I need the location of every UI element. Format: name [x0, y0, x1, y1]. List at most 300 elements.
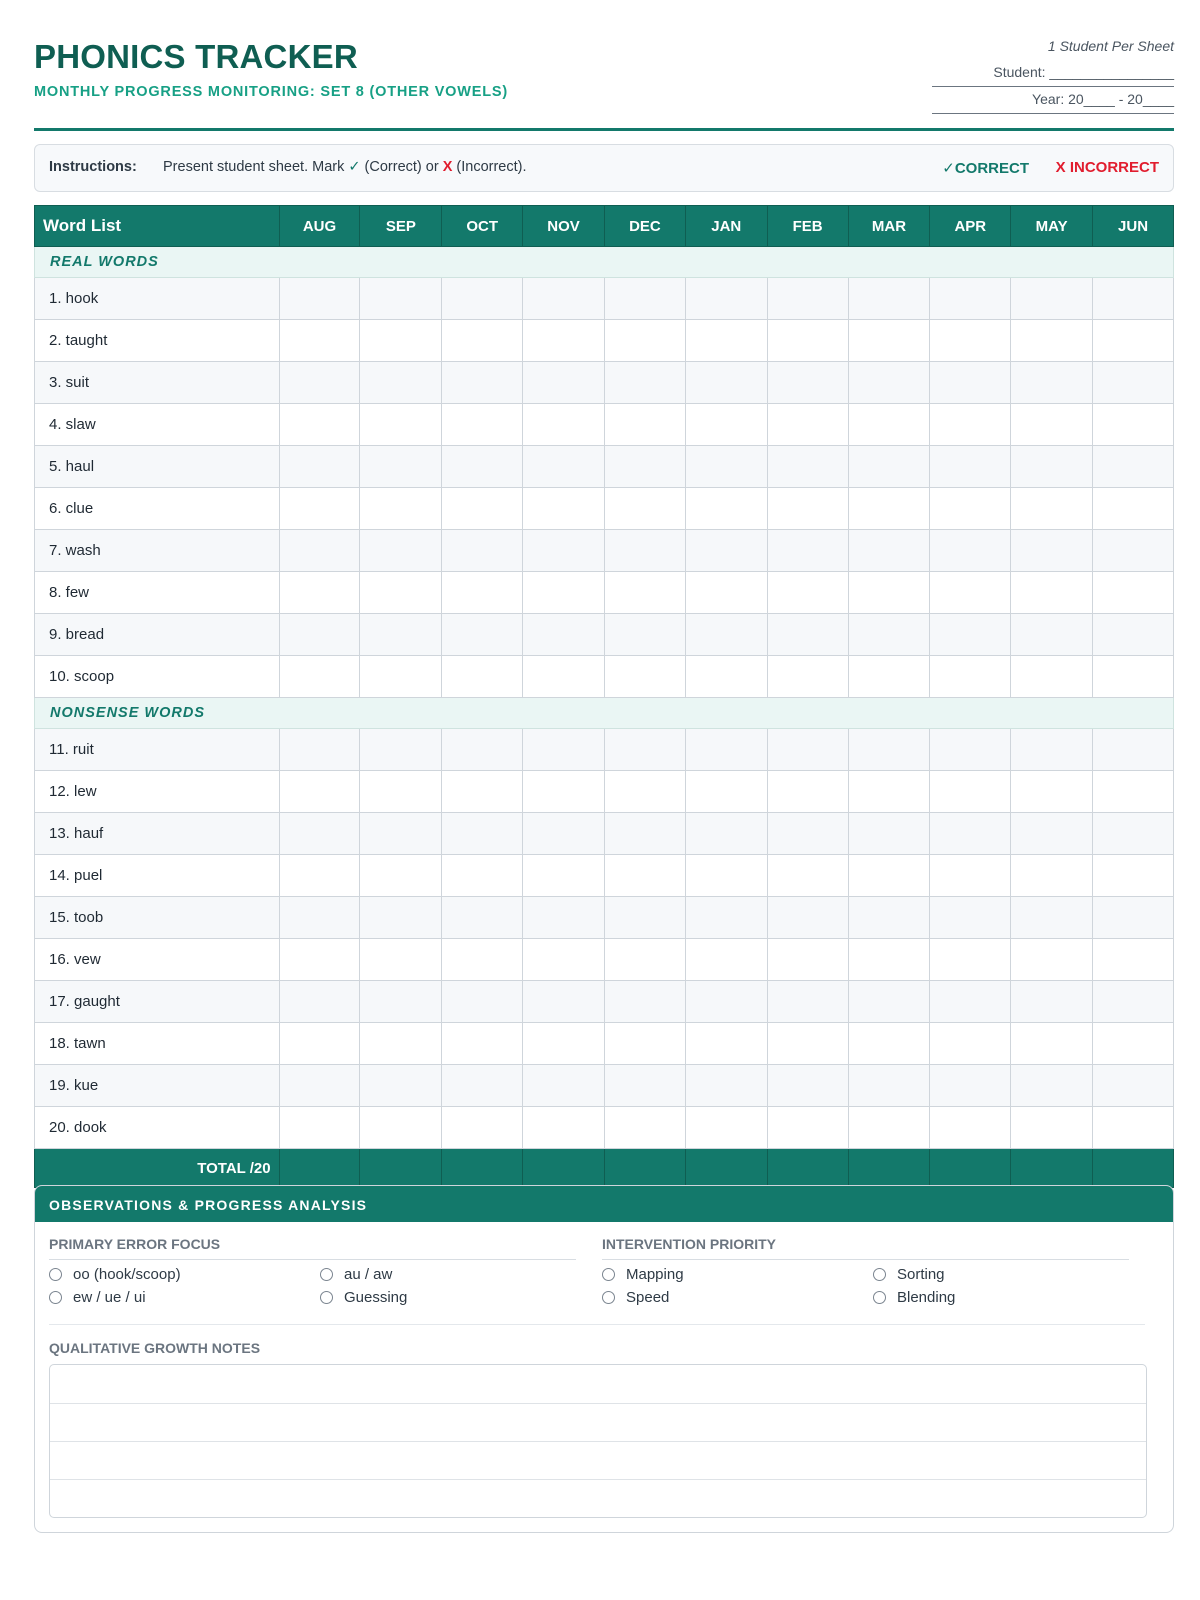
month-header-jun: JUN [1093, 206, 1174, 247]
mark-cell-oct[interactable] [442, 362, 523, 404]
mark-cell-mar[interactable] [848, 981, 930, 1023]
mark-cell-may[interactable] [1011, 1107, 1093, 1149]
mark-cell-aug[interactable] [279, 278, 360, 320]
mark-cell-jan[interactable] [685, 813, 767, 855]
mark-cell-mar[interactable] [848, 278, 930, 320]
mark-cell-mar[interactable] [848, 813, 930, 855]
radio-icon[interactable] [873, 1291, 886, 1304]
mark-cell-aug[interactable] [279, 981, 360, 1023]
mark-cell-may[interactable] [1011, 530, 1093, 572]
total-cell-aug[interactable] [279, 1149, 360, 1188]
mark-cell-feb[interactable] [767, 813, 848, 855]
mark-cell-jan[interactable] [685, 897, 767, 939]
mark-cell-dec[interactable] [604, 981, 685, 1023]
mark-cell-aug[interactable] [279, 729, 360, 771]
error-option-guessing[interactable] [320, 1289, 407, 1306]
mark-cell-dec[interactable] [604, 939, 685, 981]
word-cell: 11. ruit [35, 729, 280, 771]
mark-cell-jan[interactable] [685, 488, 767, 530]
mark-cell-sep[interactable] [360, 530, 442, 572]
mark-cell-jun[interactable] [1093, 939, 1174, 981]
mark-cell-jan[interactable] [685, 278, 767, 320]
mark-cell-sep[interactable] [360, 1023, 442, 1065]
mark-cell-jan[interactable] [685, 362, 767, 404]
mark-cell-may[interactable] [1011, 1065, 1093, 1107]
mark-cell-apr[interactable] [930, 530, 1011, 572]
mark-cell-sep[interactable] [360, 981, 442, 1023]
mark-cell-jan[interactable] [685, 614, 767, 656]
mark-cell-jan[interactable] [685, 981, 767, 1023]
mark-cell-feb[interactable] [767, 446, 848, 488]
total-cell-nov[interactable] [523, 1149, 605, 1188]
mark-cell-may[interactable] [1011, 488, 1093, 530]
mark-cell-jun[interactable] [1093, 771, 1174, 813]
month-header-mar: MAR [848, 206, 930, 247]
total-cell-apr[interactable] [930, 1149, 1011, 1188]
mark-cell-nov[interactable] [523, 981, 605, 1023]
error-option-au-aw[interactable] [320, 1266, 392, 1283]
total-cell-sep[interactable] [360, 1149, 442, 1188]
mark-cell-may[interactable] [1011, 897, 1093, 939]
option-label: au / aw [344, 1266, 393, 1283]
mark-cell-mar[interactable] [848, 1107, 930, 1149]
mark-cell-sep[interactable] [360, 362, 442, 404]
mark-cell-may[interactable] [1011, 813, 1093, 855]
mark-cell-sep[interactable] [360, 404, 442, 446]
mark-cell-nov[interactable] [523, 446, 605, 488]
mark-cell-nov[interactable] [523, 320, 605, 362]
mark-cell-may[interactable] [1011, 362, 1093, 404]
total-cell-dec[interactable] [604, 1149, 685, 1188]
month-header-jan: JAN [685, 206, 767, 247]
radio-icon[interactable] [873, 1268, 886, 1281]
mark-cell-apr[interactable] [930, 320, 1011, 362]
table-row [35, 278, 1174, 320]
mark-cell-sep[interactable] [360, 813, 442, 855]
mark-cell-may[interactable] [1011, 278, 1093, 320]
mark-cell-nov[interactable] [523, 362, 605, 404]
mark-cell-mar[interactable] [848, 1065, 930, 1107]
error-focus-title: PRIMARY ERROR FOCUS [49, 1236, 576, 1260]
mark-cell-sep[interactable] [360, 897, 442, 939]
divider [49, 1324, 1145, 1325]
mark-cell-mar[interactable] [848, 1023, 930, 1065]
mark-cell-dec[interactable] [604, 897, 685, 939]
word-cell: 13. hauf [35, 813, 280, 855]
mark-cell-aug[interactable] [279, 1023, 360, 1065]
mark-cell-dec[interactable] [604, 278, 685, 320]
mark-cell-apr[interactable] [930, 855, 1011, 897]
mark-cell-nov[interactable] [523, 488, 605, 530]
radio-icon[interactable] [602, 1291, 615, 1304]
priority-option-blending[interactable] [873, 1289, 955, 1306]
mark-cell-jan[interactable] [685, 771, 767, 813]
mark-cell-oct[interactable] [442, 278, 523, 320]
total-label: TOTAL /20 [35, 1149, 280, 1188]
mark-cell-dec[interactable] [604, 1107, 685, 1149]
word-cell: 3. suit [35, 362, 280, 404]
mark-cell-feb[interactable] [767, 362, 848, 404]
mark-cell-feb[interactable] [767, 855, 848, 897]
mark-cell-oct[interactable] [442, 572, 523, 614]
mark-cell-dec[interactable] [604, 729, 685, 771]
mark-cell-jan[interactable] [685, 656, 767, 698]
table-row [35, 488, 1174, 530]
mark-cell-jan[interactable] [685, 729, 767, 771]
mark-cell-sep[interactable] [360, 855, 442, 897]
mark-cell-feb[interactable] [767, 614, 848, 656]
mark-cell-may[interactable] [1011, 981, 1093, 1023]
mark-cell-oct[interactable] [442, 404, 523, 446]
mark-cell-aug[interactable] [279, 446, 360, 488]
mark-cell-oct[interactable] [442, 488, 523, 530]
mark-cell-apr[interactable] [930, 729, 1011, 771]
mark-cell-dec[interactable] [604, 572, 685, 614]
mark-cell-nov[interactable] [523, 1107, 605, 1149]
mark-cell-feb[interactable] [767, 939, 848, 981]
mark-cell-nov[interactable] [523, 614, 605, 656]
mark-cell-oct[interactable] [442, 320, 523, 362]
mark-cell-apr[interactable] [930, 656, 1011, 698]
nonsense-words-section-label: NONSENSE WORDS [35, 698, 1174, 729]
mark-cell-dec[interactable] [604, 614, 685, 656]
mark-cell-sep[interactable] [360, 656, 442, 698]
mark-cell-may[interactable] [1011, 729, 1093, 771]
word-cell: 17. gaught [35, 981, 280, 1023]
mark-cell-apr[interactable] [930, 771, 1011, 813]
student-field[interactable]: Student: ________________ [932, 60, 1174, 87]
word-cell: 15. toob [35, 897, 280, 939]
mark-cell-sep[interactable] [360, 446, 442, 488]
mark-cell-may[interactable] [1011, 1023, 1093, 1065]
mark-cell-dec[interactable] [604, 1023, 685, 1065]
mark-cell-jan[interactable] [685, 530, 767, 572]
mark-cell-mar[interactable] [848, 362, 930, 404]
nonsense-words-section [35, 698, 1174, 729]
mark-cell-jun[interactable] [1093, 656, 1174, 698]
mark-cell-jun[interactable] [1093, 362, 1174, 404]
mark-cell-apr[interactable] [930, 981, 1011, 1023]
mark-cell-apr[interactable] [930, 362, 1011, 404]
word-cell: 9. bread [35, 614, 280, 656]
mark-cell-feb[interactable] [767, 656, 848, 698]
page-title: PHONICS TRACKER [34, 38, 358, 75]
mark-cell-feb[interactable] [767, 729, 848, 771]
word-cell: 12. lew [35, 771, 280, 813]
word-cell: 8. few [35, 572, 280, 614]
mark-cell-apr[interactable] [930, 614, 1011, 656]
mark-cell-aug[interactable] [279, 530, 360, 572]
mark-cell-jan[interactable] [685, 855, 767, 897]
mark-cell-sep[interactable] [360, 278, 442, 320]
mark-cell-sep[interactable] [360, 729, 442, 771]
mark-cell-oct[interactable] [442, 813, 523, 855]
mark-cell-dec[interactable] [604, 446, 685, 488]
mark-cell-nov[interactable] [523, 530, 605, 572]
mark-cell-aug[interactable] [279, 404, 360, 446]
mark-cell-mar[interactable] [848, 572, 930, 614]
table-row [35, 530, 1174, 572]
radio-icon[interactable] [49, 1268, 62, 1281]
total-cell-feb[interactable] [767, 1149, 848, 1188]
table-row [35, 656, 1174, 698]
instructions-text-before: Present student sheet. Mark [163, 159, 349, 175]
mark-cell-mar[interactable] [848, 446, 930, 488]
mark-cell-dec[interactable] [604, 320, 685, 362]
growth-notes-area[interactable] [49, 1364, 1147, 1518]
tracker-page [34, 0, 1174, 1356]
mark-cell-oct[interactable] [442, 897, 523, 939]
mark-cell-jan[interactable] [685, 572, 767, 614]
mark-cell-dec[interactable] [604, 362, 685, 404]
mark-cell-oct[interactable] [442, 939, 523, 981]
mark-cell-aug[interactable] [279, 320, 360, 362]
mark-cell-nov[interactable] [523, 897, 605, 939]
mark-cell-aug[interactable] [279, 897, 360, 939]
mark-cell-jun[interactable] [1093, 981, 1174, 1023]
mark-cell-sep[interactable] [360, 320, 442, 362]
mark-cell-sep[interactable] [360, 1065, 442, 1107]
mark-cell-nov[interactable] [523, 404, 605, 446]
mark-cell-aug[interactable] [279, 656, 360, 698]
mark-cell-nov[interactable] [523, 939, 605, 981]
mark-cell-mar[interactable] [848, 656, 930, 698]
header-row [35, 206, 1174, 247]
radio-icon[interactable] [602, 1268, 615, 1281]
intervention-priority-title: INTERVENTION PRIORITY [602, 1236, 1129, 1260]
mark-cell-nov[interactable] [523, 572, 605, 614]
word-cell: 19. kue [35, 1065, 280, 1107]
mark-cell-mar[interactable] [848, 488, 930, 530]
mark-cell-dec[interactable] [604, 855, 685, 897]
mark-cell-apr[interactable] [930, 404, 1011, 446]
word-cell: 6. clue [35, 488, 280, 530]
student-meta [932, 36, 1174, 114]
mark-cell-dec[interactable] [604, 530, 685, 572]
mark-cell-mar[interactable] [848, 771, 930, 813]
mark-cell-may[interactable] [1011, 614, 1093, 656]
total-cell-oct[interactable] [442, 1149, 523, 1188]
mark-cell-aug[interactable] [279, 572, 360, 614]
table-row [35, 771, 1174, 813]
mark-cell-feb[interactable] [767, 1107, 848, 1149]
word-cell: 4. slaw [35, 404, 280, 446]
priority-option-speed[interactable] [602, 1289, 669, 1306]
mark-cell-jan[interactable] [685, 320, 767, 362]
legend-correct: ✓CORRECT [942, 160, 1029, 177]
table-row [35, 362, 1174, 404]
mark-cell-feb[interactable] [767, 897, 848, 939]
mark-cell-feb[interactable] [767, 488, 848, 530]
mark-cell-nov[interactable] [523, 278, 605, 320]
mark-cell-jun[interactable] [1093, 1065, 1174, 1107]
mark-cell-apr[interactable] [930, 488, 1011, 530]
mark-cell-sep[interactable] [360, 614, 442, 656]
mark-cell-aug[interactable] [279, 1065, 360, 1107]
mark-cell-jan[interactable] [685, 939, 767, 981]
mark-cell-jan[interactable] [685, 1107, 767, 1149]
total-cell-jan[interactable] [685, 1149, 767, 1188]
instructions-text-after: (Incorrect). [452, 159, 527, 175]
mark-cell-nov[interactable] [523, 656, 605, 698]
mark-cell-mar[interactable] [848, 939, 930, 981]
mark-cell-jun[interactable] [1093, 404, 1174, 446]
mark-cell-aug[interactable] [279, 939, 360, 981]
mark-cell-mar[interactable] [848, 320, 930, 362]
mark-cell-jan[interactable] [685, 446, 767, 488]
mark-cell-oct[interactable] [442, 530, 523, 572]
mark-cell-nov[interactable] [523, 855, 605, 897]
mark-cell-jun[interactable] [1093, 729, 1174, 771]
notes-line [50, 1441, 1146, 1442]
mark-cell-feb[interactable] [767, 981, 848, 1023]
mark-cell-oct[interactable] [442, 729, 523, 771]
mark-cell-feb[interactable] [767, 404, 848, 446]
mark-cell-feb[interactable] [767, 320, 848, 362]
mark-cell-jun[interactable] [1093, 320, 1174, 362]
x-mark-icon: X [442, 159, 453, 175]
mark-cell-sep[interactable] [360, 939, 442, 981]
mark-cell-apr[interactable] [930, 278, 1011, 320]
mark-cell-feb[interactable] [767, 771, 848, 813]
mark-cell-oct[interactable] [442, 1107, 523, 1149]
mark-cell-oct[interactable] [442, 981, 523, 1023]
mark-cell-nov[interactable] [523, 771, 605, 813]
mark-cell-aug[interactable] [279, 1107, 360, 1149]
mark-cell-may[interactable] [1011, 939, 1093, 981]
word-cell: 5. haul [35, 446, 280, 488]
mark-cell-jan[interactable] [685, 1065, 767, 1107]
mark-cell-jun[interactable] [1093, 614, 1174, 656]
radio-icon[interactable] [49, 1291, 62, 1304]
mark-cell-apr[interactable] [930, 572, 1011, 614]
mark-cell-aug[interactable] [279, 362, 360, 404]
instructions-text [163, 159, 527, 175]
mark-cell-dec[interactable] [604, 488, 685, 530]
mark-cell-jan[interactable] [685, 404, 767, 446]
mark-cell-aug[interactable] [279, 488, 360, 530]
mark-cell-jan[interactable] [685, 1023, 767, 1065]
mark-cell-may[interactable] [1011, 771, 1093, 813]
mark-cell-aug[interactable] [279, 771, 360, 813]
mark-cell-aug[interactable] [279, 614, 360, 656]
error-option-ew-ue-ui[interactable] [49, 1289, 146, 1306]
mark-cell-sep[interactable] [360, 488, 442, 530]
mark-cell-apr[interactable] [930, 1065, 1011, 1107]
mark-cell-jun[interactable] [1093, 813, 1174, 855]
mark-cell-oct[interactable] [442, 614, 523, 656]
radio-icon[interactable] [320, 1268, 333, 1281]
mark-cell-dec[interactable] [604, 813, 685, 855]
mark-cell-jun[interactable] [1093, 897, 1174, 939]
mark-cell-mar[interactable] [848, 855, 930, 897]
option-label: Mapping [626, 1266, 684, 1283]
mark-cell-may[interactable] [1011, 320, 1093, 362]
priority-option-mapping[interactable] [602, 1266, 684, 1283]
mark-cell-dec[interactable] [604, 404, 685, 446]
mark-cell-apr[interactable] [930, 1023, 1011, 1065]
table-row [35, 1023, 1174, 1065]
mark-cell-aug[interactable] [279, 855, 360, 897]
mark-cell-feb[interactable] [767, 1065, 848, 1107]
mark-cell-oct[interactable] [442, 1065, 523, 1107]
total-cell-may[interactable] [1011, 1149, 1093, 1188]
mark-cell-nov[interactable] [523, 729, 605, 771]
mark-cell-mar[interactable] [848, 530, 930, 572]
mark-cell-sep[interactable] [360, 1107, 442, 1149]
mark-cell-oct[interactable] [442, 855, 523, 897]
mark-cell-apr[interactable] [930, 897, 1011, 939]
mark-cell-feb[interactable] [767, 572, 848, 614]
observations-panel [34, 1185, 1174, 1533]
mark-cell-may[interactable] [1011, 656, 1093, 698]
error-option-oo[interactable] [49, 1266, 181, 1283]
mark-cell-feb[interactable] [767, 530, 848, 572]
mark-cell-dec[interactable] [604, 1065, 685, 1107]
mark-cell-jun[interactable] [1093, 488, 1174, 530]
mark-cell-nov[interactable] [523, 813, 605, 855]
mark-cell-apr[interactable] [930, 813, 1011, 855]
mark-cell-feb[interactable] [767, 278, 848, 320]
mark-cell-jun[interactable] [1093, 530, 1174, 572]
mark-cell-sep[interactable] [360, 771, 442, 813]
mark-cell-apr[interactable] [930, 446, 1011, 488]
total-cell-jun[interactable] [1093, 1149, 1174, 1188]
priority-option-sorting[interactable] [873, 1266, 945, 1283]
mark-cell-jun[interactable] [1093, 278, 1174, 320]
table-row [35, 855, 1174, 897]
mark-cell-dec[interactable] [604, 656, 685, 698]
mark-cell-oct[interactable] [442, 771, 523, 813]
mark-cell-sep[interactable] [360, 572, 442, 614]
mark-cell-nov[interactable] [523, 1023, 605, 1065]
table-row [35, 939, 1174, 981]
mark-cell-oct[interactable] [442, 1023, 523, 1065]
mark-cell-apr[interactable] [930, 1107, 1011, 1149]
option-label: oo (hook/scoop) [73, 1266, 181, 1283]
mark-cell-oct[interactable] [442, 446, 523, 488]
mark-cell-mar[interactable] [848, 404, 930, 446]
mark-cell-mar[interactable] [848, 897, 930, 939]
mark-cell-dec[interactable] [604, 771, 685, 813]
mark-cell-aug[interactable] [279, 813, 360, 855]
month-header-aug: AUG [279, 206, 360, 247]
mark-cell-may[interactable] [1011, 855, 1093, 897]
mark-cell-mar[interactable] [848, 614, 930, 656]
mark-cell-jun[interactable] [1093, 446, 1174, 488]
mark-cell-apr[interactable] [930, 939, 1011, 981]
mark-cell-nov[interactable] [523, 1065, 605, 1107]
mark-cell-jun[interactable] [1093, 855, 1174, 897]
mark-cell-may[interactable] [1011, 572, 1093, 614]
mark-cell-mar[interactable] [848, 729, 930, 771]
table-row [35, 897, 1174, 939]
mark-cell-jun[interactable] [1093, 1023, 1174, 1065]
word-cell: 1. hook [35, 278, 280, 320]
month-header-feb: FEB [767, 206, 848, 247]
year-field[interactable]: Year: 20____ - 20____ [932, 87, 1174, 114]
radio-icon[interactable] [320, 1291, 333, 1304]
table-row [35, 446, 1174, 488]
mark-cell-may[interactable] [1011, 404, 1093, 446]
option-label: Sorting [897, 1266, 945, 1283]
total-cell-mar[interactable] [848, 1149, 930, 1188]
mark-cell-jun[interactable] [1093, 572, 1174, 614]
mark-cell-may[interactable] [1011, 446, 1093, 488]
mark-cell-oct[interactable] [442, 656, 523, 698]
mark-cell-feb[interactable] [767, 1023, 848, 1065]
mark-cell-jun[interactable] [1093, 1107, 1174, 1149]
